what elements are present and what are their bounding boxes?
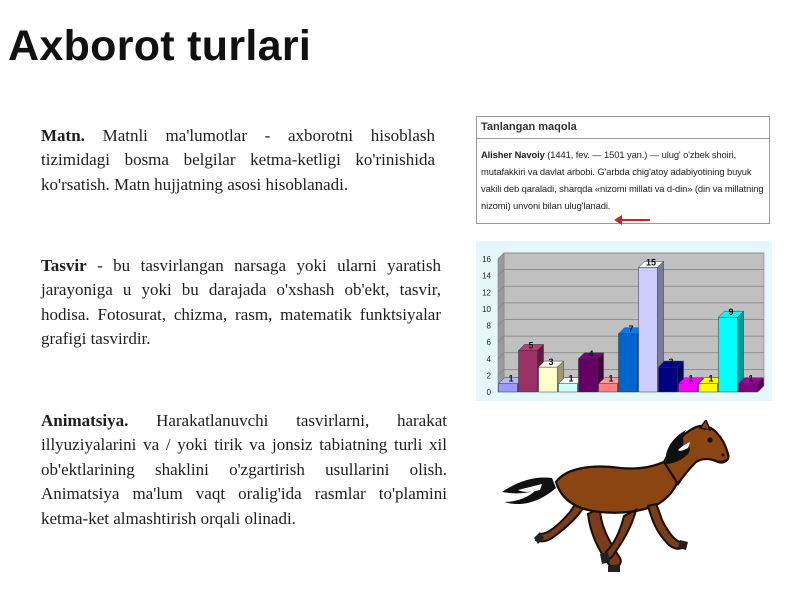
bar-data-label: 9	[728, 307, 734, 318]
article-heading: Tanlangan maqola	[481, 121, 577, 133]
bar	[719, 317, 738, 392]
y-tick-label: 0	[486, 388, 491, 397]
featured-article-box	[476, 116, 770, 224]
bar	[599, 384, 618, 392]
paragraph-lead: Tasvir	[41, 256, 87, 275]
bar-data-label: 5	[528, 340, 534, 351]
article-body	[481, 146, 765, 214]
bar-data-label: 15	[645, 257, 657, 268]
paragraph-body: Matnli ma'lumotlar - axborotni hisoblash tizimidagi bosma belgilar ketma-ketligi ko'rinishida ko'rsatish. Matn hujjatning asosi hisoblanadi.	[41, 126, 435, 194]
bar-data-label: 1	[608, 373, 614, 384]
paragraph-body: - bu tasvirlangan narsaga yoki ularni yaratish jarayoniga u yoki bu darajada o'xshash ob'ekt, tasvir, hodisa. Fotosurat, chizma, rasm, matematik funktsiyalar grafigi tasvirdir.	[41, 256, 441, 349]
y-tick-label: 16	[482, 255, 491, 264]
bar	[699, 384, 718, 392]
paragraph-lead: Animatsiya.	[41, 411, 129, 430]
bar-data-label: 1	[688, 373, 694, 384]
bar-data-label: 4	[588, 348, 594, 359]
bar-data-label: 1	[748, 373, 754, 384]
bar	[559, 384, 578, 392]
bar	[499, 384, 518, 392]
bar-data-label: 7	[628, 323, 634, 334]
article-text: (1441, fev. — 1501 yan.) — ulug' o'zbek shoiri, mutafakkiri va davlat arbobi. G'arbda chig'atoy adabiyotining buyuk vakili deb qaraladi, sharqda «nizomi millati va d-din» (din va millatning nizomi) unvoni bilan ulug'lanadi.	[481, 149, 764, 211]
paragraph-text-type	[41, 124, 435, 197]
y-tick-label: 10	[482, 304, 491, 314]
galloping-horse-illustration	[496, 420, 736, 582]
bar-data-label: 3	[668, 357, 674, 368]
bar	[679, 384, 698, 392]
bar-chart	[476, 241, 772, 401]
bar	[539, 367, 558, 392]
bar	[739, 384, 758, 392]
paragraph-lead: Matn.	[41, 126, 85, 145]
y-tick-label: 2	[486, 371, 491, 381]
slide-title: Axborot turlari	[8, 22, 312, 70]
article-name: Alisher Navoiy	[481, 149, 545, 160]
bar-data-label: 1	[568, 373, 574, 384]
y-tick-label: 6	[486, 338, 491, 348]
bar-data-label: 3	[548, 357, 554, 368]
bar	[579, 359, 598, 392]
paragraph-animation-type	[41, 409, 447, 531]
bar-data-label: 1	[508, 373, 514, 384]
article-divider	[477, 138, 769, 139]
y-tick-label: 8	[486, 321, 491, 331]
red-arrow-icon	[612, 213, 652, 227]
bar-data-label: 1	[708, 373, 714, 384]
bar	[519, 350, 538, 392]
bar	[619, 334, 638, 392]
y-tick-label: 14	[482, 271, 491, 281]
y-tick-label: 12	[482, 288, 491, 298]
paragraph-body: Harakatlanuvchi tasvirlarni, harakat illyuziyalarini va / yoki tirik va jonsiz tabiatning turli xil ob'ektlarining shaklini o'zgartirish usullarini olish. Animatsiya ma'lum vaqt oralig'ida rasmlar to'plamini ketma-ket almashtirish orqali olinadi.	[41, 411, 447, 528]
bar	[659, 367, 678, 392]
paragraph-image-type	[41, 254, 441, 352]
bar	[639, 267, 658, 392]
y-tick-label: 4	[486, 354, 491, 364]
